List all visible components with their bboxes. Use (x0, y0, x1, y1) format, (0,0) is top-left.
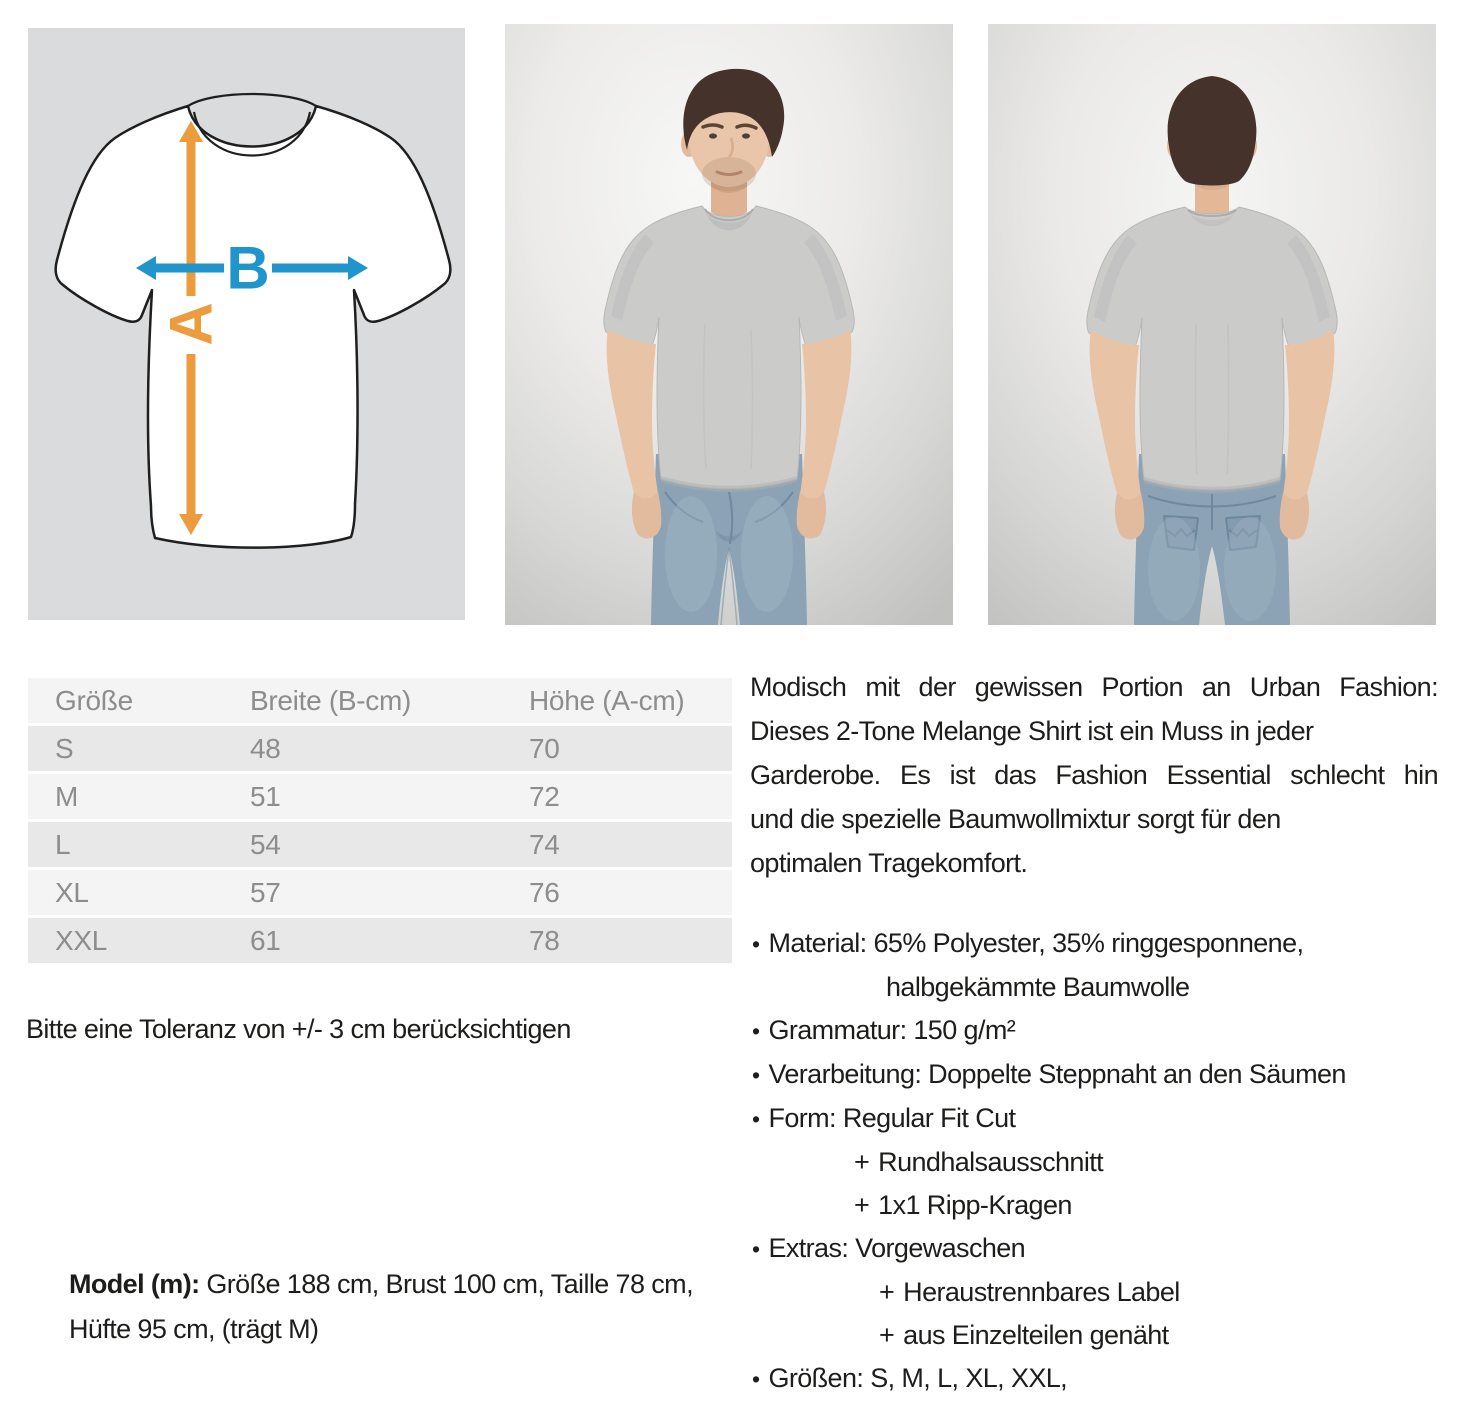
model-info (69, 1262, 769, 1352)
feature-text: 1x1 Ripp-Kragen (878, 1190, 1072, 1220)
feature-marker: + (879, 1277, 895, 1307)
model-info-line2: Hüfte 95 cm, (trägt M) (69, 1314, 319, 1344)
col-header-breite: Breite (B-cm) (250, 684, 411, 716)
feature-line (750, 1141, 1438, 1184)
feature-text: Verarbeitung: Doppelte Steppnaht an den Säumen (768, 1059, 1346, 1089)
dimension-label-b: B (226, 234, 270, 302)
feature-marker: + (854, 1147, 870, 1177)
description-intro-line: optimalen Tragekomfort. (750, 848, 1028, 878)
feature-marker: • (752, 1062, 760, 1088)
collar-back-line (188, 94, 316, 106)
size-table-row (28, 918, 732, 963)
feature-line (750, 1314, 1438, 1357)
size-table-row (28, 774, 732, 819)
feature-list (750, 922, 1438, 1401)
feature-text: Rundhalsausschnitt (878, 1147, 1104, 1177)
cell-hoehe: 76 (529, 876, 560, 908)
feature-text: aus Einzelteilen genäht (903, 1320, 1169, 1350)
col-header-groesse: Größe (55, 684, 133, 716)
feature-line (750, 1227, 1438, 1271)
cell-breite: 54 (250, 828, 281, 860)
feature-line (750, 1053, 1438, 1097)
feature-text: halbgekämmte Baumwolle (886, 972, 1190, 1002)
cell-breite: 61 (250, 924, 281, 956)
cell-breite: 51 (250, 780, 281, 812)
feature-line (750, 1357, 1438, 1401)
model-photo-back (988, 24, 1436, 625)
hair-back (1168, 76, 1257, 186)
model-back-illustration (988, 24, 1436, 625)
feature-marker: • (752, 1236, 760, 1262)
description-intro-line: und die spezielle Baumwollmixtur sorgt für den (750, 804, 1281, 834)
cell-size: XXL (55, 924, 108, 956)
model-info-label: Model (m): (69, 1269, 200, 1299)
cell-size: XL (55, 876, 89, 908)
cell-size: L (55, 828, 71, 860)
cell-hoehe: 74 (529, 828, 560, 860)
feature-line (750, 1097, 1438, 1141)
feature-text: Größen: S, M, L, XL, XXL, (768, 1363, 1068, 1393)
feature-line (750, 1271, 1438, 1314)
model-info-line1: Größe 188 cm, Brust 100 cm, Taille 78 cm, (199, 1269, 693, 1299)
size-table-header-row (28, 678, 732, 723)
model-front-illustration (505, 24, 953, 625)
col-header-hoehe: Höhe (A-cm) (529, 684, 685, 716)
dimension-label-a: A (157, 302, 225, 346)
model-photo-front (505, 24, 953, 625)
size-table-row (28, 870, 732, 915)
description-intro-line: Modisch mit der gewissen Portion an Urban Fashion: (750, 672, 1438, 702)
feature-line (750, 1184, 1438, 1227)
feature-line (750, 966, 1438, 1009)
feature-marker: + (854, 1190, 870, 1220)
size-table-row (28, 822, 732, 867)
feature-marker: • (752, 1366, 760, 1392)
feature-text: Material: 65% Polyester, 35% ringgesponnene, (768, 928, 1304, 958)
cell-breite: 57 (250, 876, 281, 908)
feature-marker: + (879, 1320, 895, 1350)
feature-text: Extras: Vorgewaschen (768, 1233, 1026, 1263)
feature-marker: • (752, 931, 760, 957)
feature-text: Form: Regular Fit Cut (768, 1103, 1016, 1133)
cell-size: M (55, 780, 79, 812)
cell-hoehe: 78 (529, 924, 560, 956)
description-intro-line: Garderobe. Es ist das Fashion Essential schlecht hin (750, 760, 1438, 790)
feature-text: Grammatur: 150 g/m² (768, 1015, 1016, 1045)
size-table (28, 675, 732, 966)
description-intro-line: Dieses 2-Tone Melange Shirt ist ein Muss in jeder (750, 716, 1314, 746)
feature-line (750, 1009, 1438, 1053)
feature-line (750, 922, 1438, 966)
tolerance-note: Bitte eine Toleranz von +/- 3 cm berücksichtigen (26, 1014, 571, 1044)
tshirt-outline-drawing (56, 94, 451, 548)
size-table-row (28, 726, 732, 771)
feature-marker: • (752, 1106, 760, 1132)
cell-hoehe: 72 (529, 780, 560, 812)
size-table-section (28, 675, 732, 966)
feature-text: Heraustrennbares Label (903, 1277, 1180, 1307)
cell-breite: 48 (250, 732, 281, 764)
feature-marker: • (752, 1018, 760, 1044)
description-intro (750, 665, 1438, 885)
size-diagram-panel (28, 28, 465, 620)
cell-size: S (55, 732, 74, 764)
product-description (750, 665, 1438, 1401)
size-diagram-drawing (28, 28, 465, 620)
cell-hoehe: 70 (529, 732, 560, 764)
